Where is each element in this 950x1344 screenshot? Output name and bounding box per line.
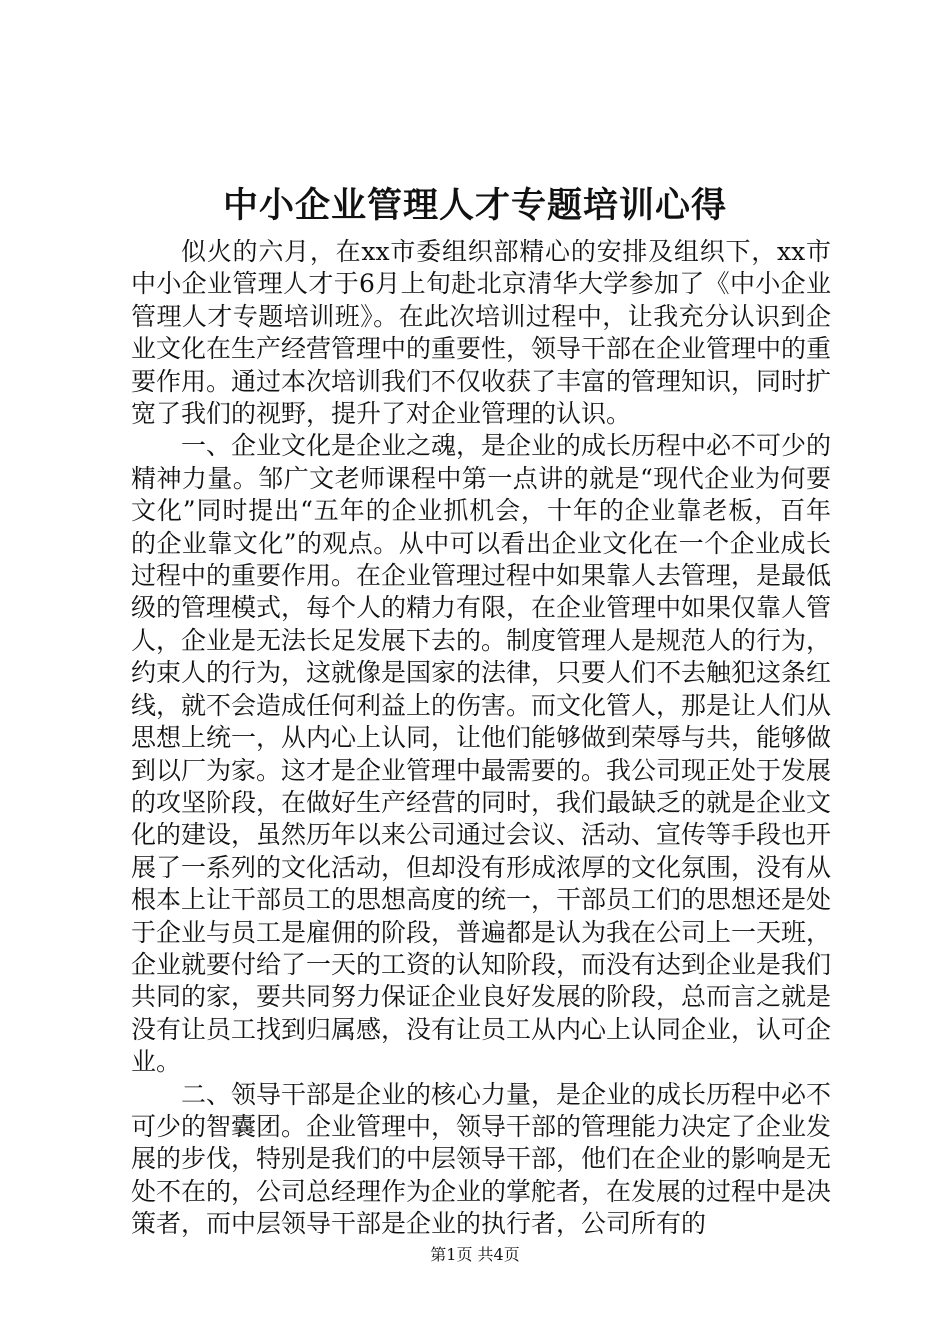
paragraph-leadership: 二、领导干部是企业的核心力量，是企业的成长历程中必不可少的智囊团。企业管理中，领导干部的管理能力决定了企业发展的步伐，特别是我们的中层领导干部，他们在企业的影响是无处不在的，公司总经理作为企业的掌舵者，在发展的过程中是决策者，而中层领导干部是企业的执行者，公司所有的 — [131, 1079, 832, 1239]
body-text — [131, 236, 831, 1241]
paragraph-culture: 一、企业文化是企业之魂，是企业的成长历程中必不可少的精神力量。邹广文老师课程中第一点讲的就是“现代企业为何要文化”同时提出“五年的企业抓机会，十年的企业靠老板，百年的企业靠文化”的观点。从中可以看出企业文化在一个企业成长过程中的重要作用。在企业管理过程中如果靠人去管理，是最低级的管理模式，每个人的精力有限，在企业管理中如果仅靠人管人，企业是无法长足发展下去的。制度管理人是规范人的行为，约束人的行为，这就像是国家的法律，只要人们不去触犯这条红线，就不会造成任何利益上的伤害。而文化管人，那是让人们从思想上统一，从内心上认同，让他们能够做到荣辱与共，能够做到以厂为家。这才是企业管理中最需要的。我公司现正处于发展的攻坚阶段，在做好生产经营的同时，我们最缺乏的就是企业文化的建设，虽然历年以来公司通过会议、活动、宣传等手段也开展了一系列的文化活动，但却没有形成浓厚的文化氛围，没有从根本上让干部员工的思想高度的统一，干部员工们的思想还是处于企业与员工是雇佣的阶段，普遍都是认为我在公司上一天班，企业就要付给了一天的工资的认知阶段，而没有达到企业是我们共同的家，要共同努力保证企业良好发展的阶段，总而言之就是没有让员工找到归属感，没有让员工从内心上认同企业，认可企业。 — [131, 431, 832, 1077]
page-number: 第1页 共4页 — [430, 1245, 520, 1264]
page-title: 中小企业管理人才专题培训心得 — [222, 185, 727, 226]
paragraph-intro: 似火的六月，在xx市委组织部精心的安排及组织下，xx市中小企业管理人才于6月上旬赴北京清华大学参加了《中小企业管理人才专题培训班》。在此次培训过程中，让我充分认识到企业文化在生产经营管理中的重要性，领导干部在企业管理中的重要作用。通过本次培训我们不仅收获了丰富的管理知识，同时扩宽了我们的视野，提升了对企业管理的认识。 — [131, 237, 832, 429]
